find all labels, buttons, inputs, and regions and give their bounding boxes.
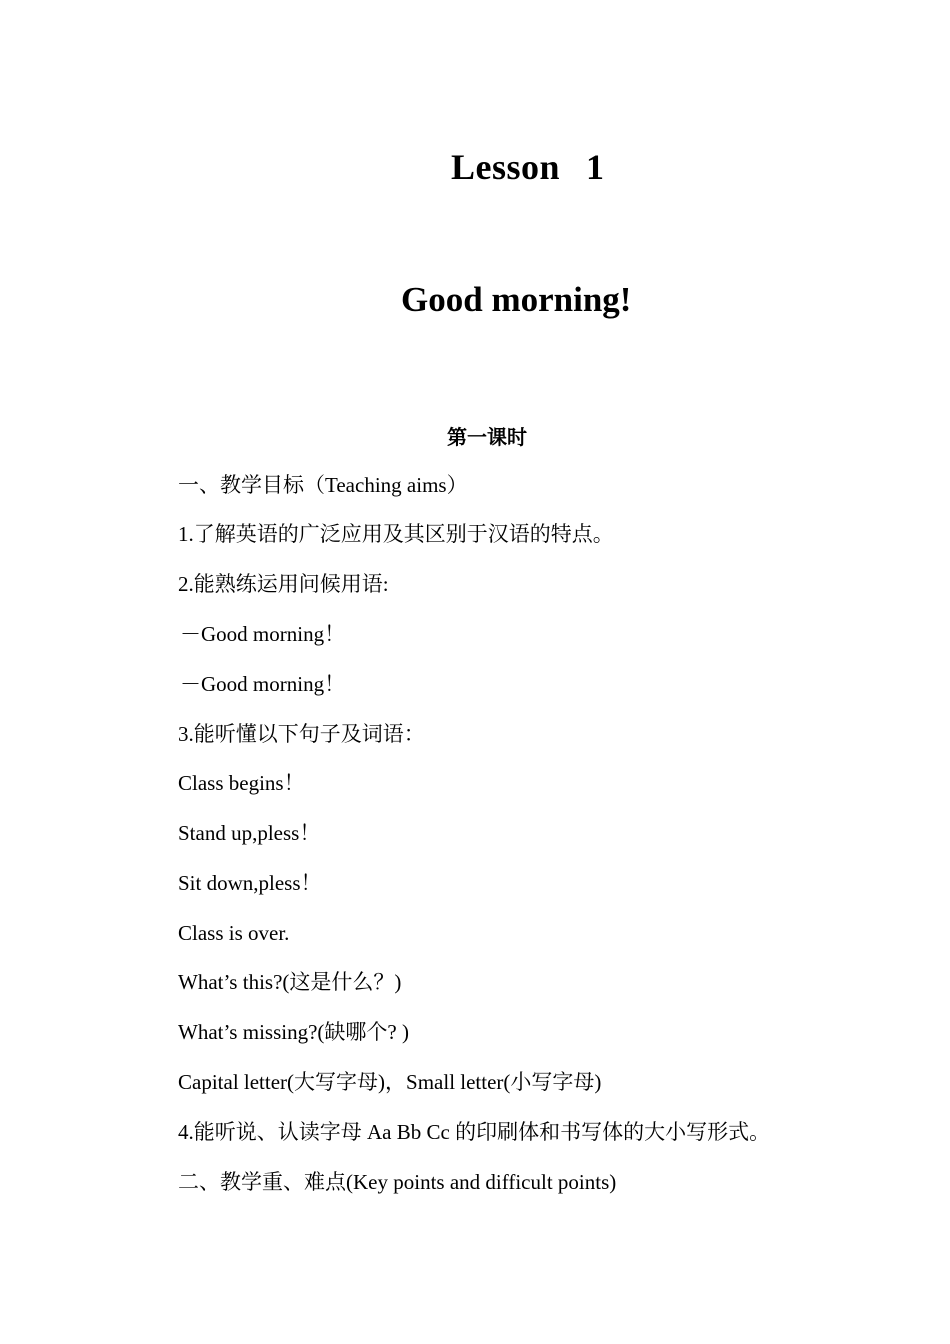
sentence-class-begins: Class begins！: [178, 771, 305, 795]
capital-small-letter: Capital letter(大写字母)，Small letter(小写字母): [178, 1070, 602, 1094]
aim-item-2: 2.能熟练运用问候用语:: [178, 572, 389, 596]
greeting-line-1: －Good morning！: [180, 622, 346, 646]
aim-item-1: 1.了解英语的广泛应用及其区别于汉语的特点。: [178, 522, 614, 546]
sentence-whats-this: What’s this?(这是什么？): [178, 970, 402, 994]
aim-item-3: 3.能听懂以下句子及词语：: [178, 722, 425, 746]
sentence-sit-down: Sit down,pless！: [178, 871, 322, 895]
greeting-line-2: －Good morning！: [180, 672, 346, 696]
section-heading-teaching-aims: 一、教学目标（Teaching aims）: [178, 473, 468, 497]
lesson-number: 1: [586, 147, 605, 187]
section-heading-key-points: 二、教学重、难点(Key points and difficult points): [178, 1170, 617, 1194]
session-heading: 第一课时: [447, 425, 527, 449]
lesson-subtitle: Good morning!: [401, 280, 632, 319]
sentence-class-over: Class is over.: [178, 921, 290, 945]
sentence-whats-missing: What’s missing?(缺哪个? ): [178, 1020, 409, 1044]
lesson-title: [451, 146, 605, 188]
lesson-title-word: Lesson: [451, 147, 561, 187]
sentence-stand-up: Stand up,pless！: [178, 821, 321, 845]
aim-item-4: 4.能听说、认读字母 Aa Bb Cc 的印刷体和书写体的大小写形式。: [178, 1120, 771, 1144]
